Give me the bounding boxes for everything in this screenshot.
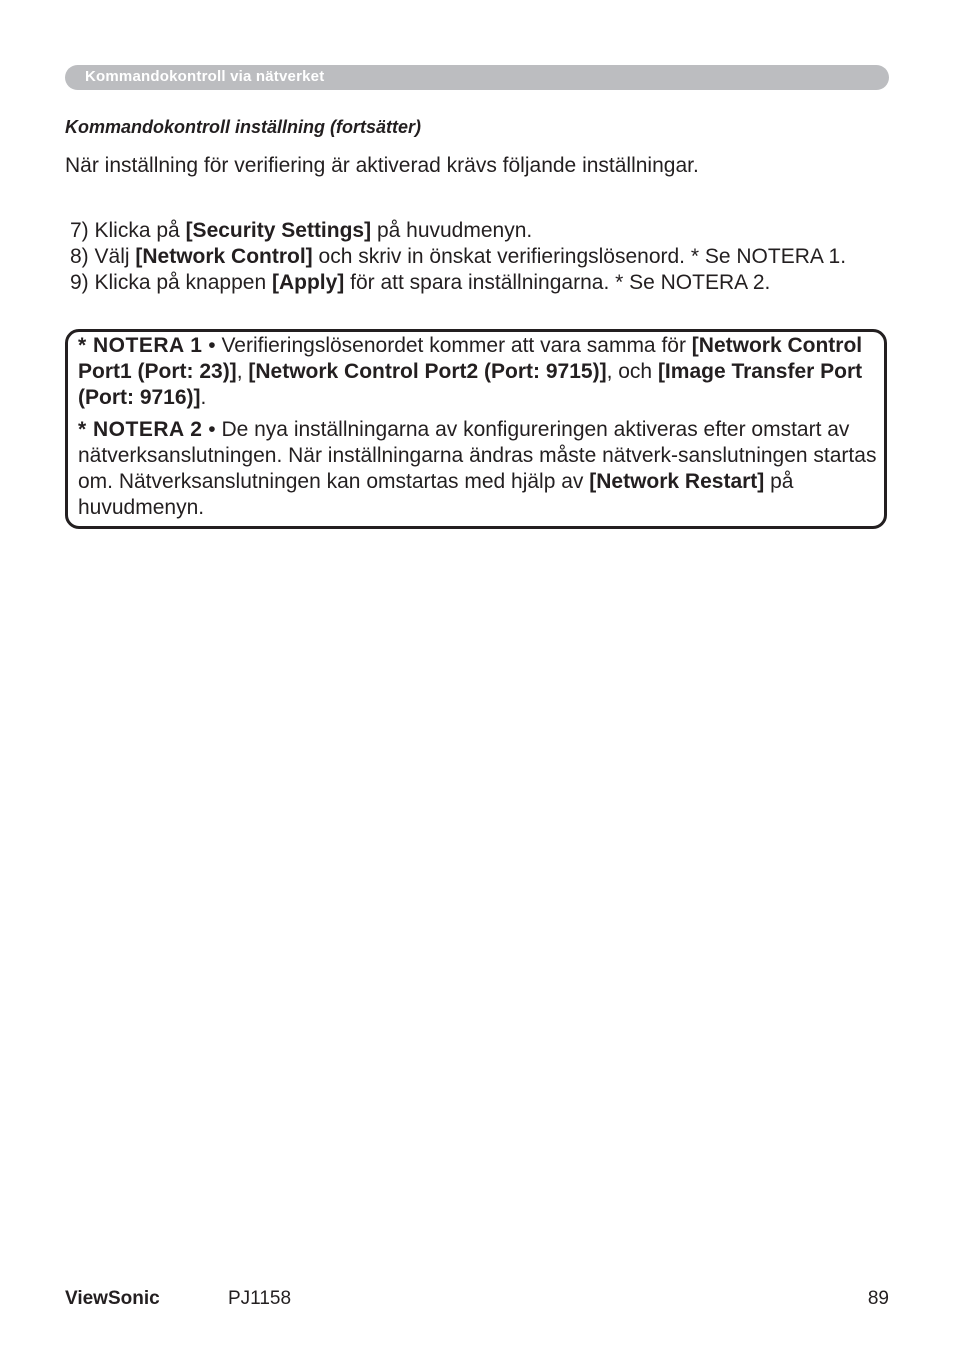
step-item (70, 270, 900, 296)
note-text: . (200, 386, 207, 409)
subheading: Kommandokontroll inställning (fortsätter) (65, 117, 422, 137)
note-menu-item: [Network Restart] (589, 470, 765, 493)
note-2-label: * NOTERA 2 (78, 418, 203, 441)
note-port: [Image Transfer Port (Port: 9716)] (78, 360, 863, 409)
step-menu-item: [Network Control] (135, 245, 313, 268)
step-button-name: [Apply] (271, 271, 345, 294)
note-1 (78, 333, 883, 411)
section-title: Kommandokontroll via nätverket (85, 68, 325, 85)
step-menu-item: [Security Settings] (185, 219, 372, 242)
note-2 (78, 417, 883, 521)
note-text: , (236, 360, 249, 383)
step-text: 9) Klicka på knappen (70, 271, 272, 294)
step-text: för att spara inställningarna. * Se NOTERA 2. (344, 271, 771, 294)
note-port: [Network Control Port1 (Port: 23)] (78, 334, 863, 383)
step-text: 7) Klicka på (70, 219, 186, 242)
note-text: • Verifieringslösenordet kommer att vara samma för (202, 334, 692, 357)
step-item (70, 244, 900, 270)
step-text: 8) Välj (70, 245, 136, 268)
intro-text: När inställning för verifiering är aktiverad krävs följande inställningar. (65, 154, 699, 177)
step-text: och skriv in önskat verifieringslösenord. * Se NOTERA 1. (312, 245, 847, 268)
note-port: [Network Control Port2 (Port: 9715)] (248, 360, 607, 383)
notes-content (78, 333, 883, 521)
steps-list (70, 218, 900, 296)
section-header-bar (65, 65, 889, 90)
note-text: • De nya inställningarna av konfigureringen aktiveras efter omstart av nätverksanslutningen. När inställningarna ändras måste nätverk-sanslutningen startas om. Nätverksanslutningen kan omstartas med hjälp av (78, 418, 877, 493)
step-item (70, 218, 900, 244)
note-text: , och (606, 360, 658, 383)
step-text: på huvudmenyn. (371, 219, 533, 242)
footer-brand: ViewSonic (65, 1288, 160, 1309)
note-text: på huvudmenyn. (78, 470, 794, 519)
page-number: 89 (867, 1288, 889, 1309)
footer-model: PJ1158 (228, 1288, 292, 1309)
note-1-label: * NOTERA 1 (78, 334, 203, 357)
